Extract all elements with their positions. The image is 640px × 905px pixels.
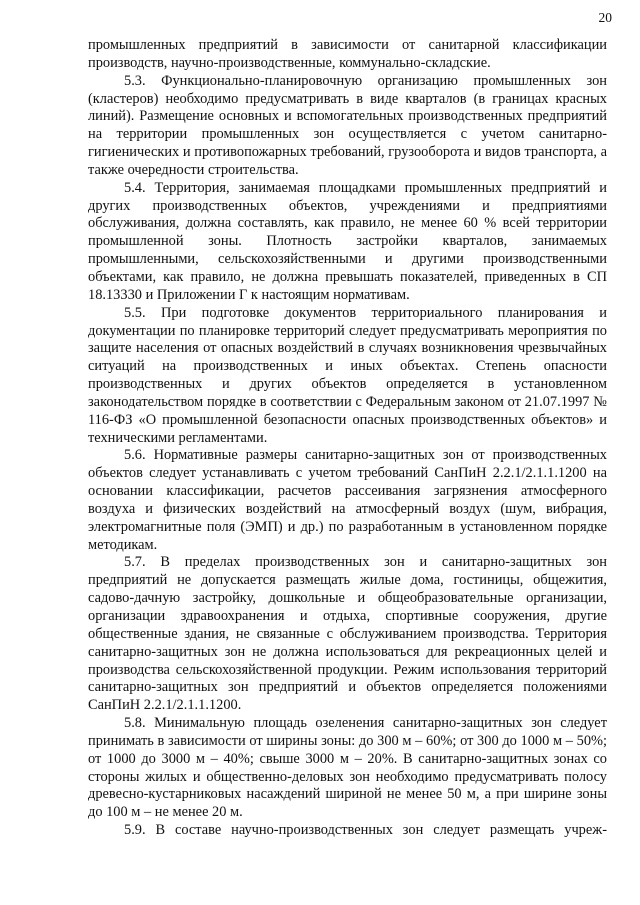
page-number: 20	[598, 10, 612, 25]
paragraph-5-4: 5.4. Территория, занимаемая площадками промышленных предприятий и других производственных объектов, учреждениями и предприятиями обслуживания, должна составлять, как правило, не менее 60 % всей территории промышленной зоны. Плотность застройки кварталов, занимаемых промышленными, сельскохозяйственными и другими производственными объектами, как правило, не должна превышать показателей, приведенных в СП 18.13330 и Приложении Г к настоящим нормативам.	[88, 179, 607, 303]
paragraph-5-7: 5.7. В пределах производственных зон и санитарно-защитных зон предприятий не допускается размещать жилые дома, гостиницы, общежития, садово-дачную застройку, дошкольные и общеобразовательные организации, организации здравоохранения и отдыха, спортивные сооружения, другие общественные здания, не связанные с обслуживанием производства. Территория санитарно-защитных зон не должна использоваться для рекреационных целей и производства сельскохозяйственной продукции. Режим использования территорий санитарно-защитных зон предприятий и объектов определяется положениями СанПиН 2.2.1/2.1.1.1200.	[88, 554, 607, 714]
paragraph-5-8: 5.8. Минимальную площадь озеленения санитарно-защитных зон следует принимать в зависимости от ширины зоны: до 300 м – 60%; от 300 до 1000 м – 50%; от 1000 до 3000 м – 40%; свыше 3000 м – 20%. В санитарно-защитных зонах со стороны жилых и общественно-деловых зон необходимо предусматривать полосу древесно-кустарниковых насаждений шириной не менее 50 м, а при ширине зоны до 100 м – не менее 20 м.	[88, 715, 607, 821]
paragraph-5-3: 5.3. Функционально-планировочную организацию промышленных зон (кластеров) необходимо предусматривать в виде кварталов (в границах красных линий). Размещение основных и вспомогательных производственных предприятий на территории промышленных зон осуществляется с учетом санитарно-гигиенических и противопожарных требований, грузооборота и видов транспорта, а также очередности строительства.	[88, 72, 607, 178]
paragraph-5-5: 5.5. При подготовке документов территориального планирования и документации по планировке территорий следует предусматривать мероприятия по защите населения от опасных воздействий в случаях возникновения чрезвычайных ситуаций на производственных и иных объектах. Степень опасности производственных и других объектов определяется в установленном законодательством порядке в соответствии с Федеральным законом от 21.07.1997 № 116-ФЗ «О промышленной безопасности опасных производственных объектов» и техническими регламентами.	[88, 304, 607, 446]
paragraph-5-6: 5.6. Нормативные размеры санитарно-защитных зон от производственных объектов следует устанавливать с учетом требований СанПиН 2.2.1/2.1.1.1200 на основании классификации, расчетов рассеивания загрязнения атмосферного воздуха и физических воздействий на атмосферный воздух (шум, вибрация, электромагнитные поля (ЭМП) и др.) по разработанным в установленном порядке методикам.	[88, 447, 607, 553]
document-body	[88, 37, 607, 840]
paragraph-5-9: 5.9. В составе научно-производственных зон следует размещать учреж-	[124, 822, 607, 839]
paragraph-cont: промышленных предприятий в зависимости от санитарной классификации производств, научно-производственные, коммунально-складские.	[88, 37, 607, 71]
